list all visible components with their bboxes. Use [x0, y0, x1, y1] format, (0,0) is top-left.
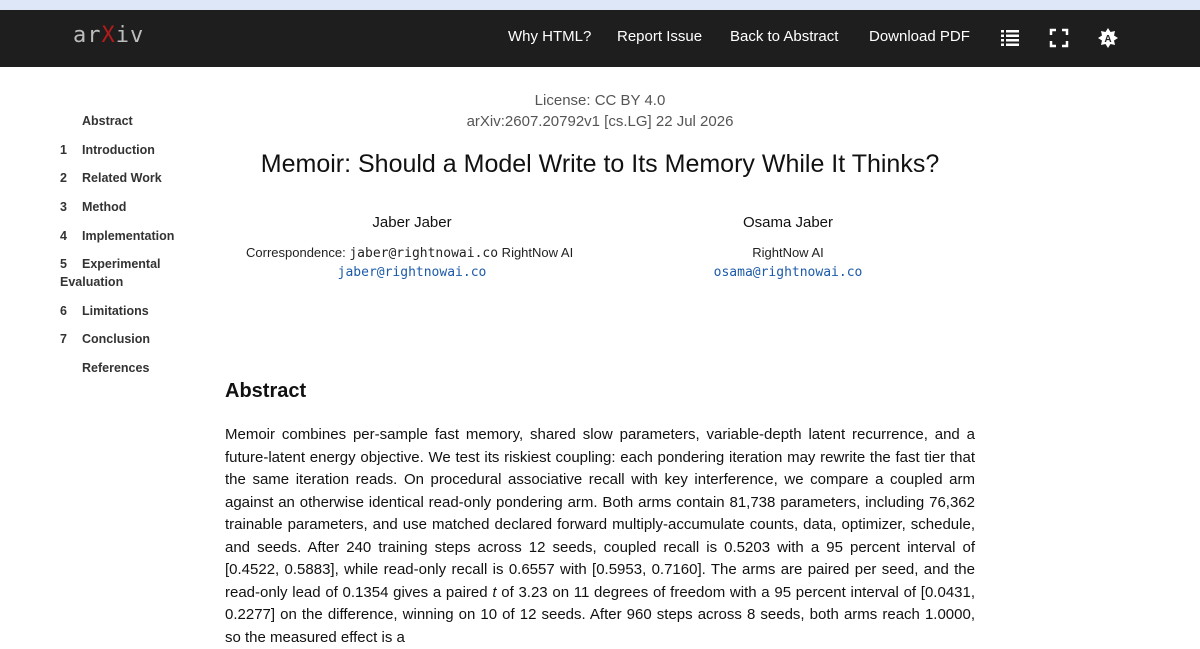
abstract-text-part: Memoir combines per-sample fast memory, shared slow parameters, variable-depth latent recurrence, and a future-latent energy objective. We test its riskiest coupling: each pondering iteration may rewrite the fast tier that the same iteration reads. On procedural associative recall with key interference, we compare a coupled arm against an otherwise identical read-only pondering arm. Both arms contain 81,738 parameters, including 76,362 trainable parameters, and use matched declared forward multiply-accumulate counts, data, optimizer, schedule, and seeds. After 240 training steps across 12 seeds, coupled recall is 0.5203 with a 95 percent interval of [0.4522, 0.5883], while read-only recall is 0.6557 with [0.5953, 0.7160]. The arms are paired per seed, and the read-only lead of 0.1354 gives a paired: [225, 426, 975, 601]
author-affiliation: RightNow AI: [752, 245, 824, 260]
author-name: Osama Jaber: [742, 214, 834, 231]
why-html-link[interactable]: Why HTML?: [508, 28, 592, 45]
theme-toggle-icon[interactable]: [1097, 26, 1119, 50]
toc-list-icon[interactable]: [999, 26, 1021, 50]
toc-item-label: Limitations: [82, 304, 149, 318]
paper-title: Memoir: Should a Model Write to Its Memory While It Thinks?: [260, 150, 940, 178]
toc-item-number: 3: [60, 200, 67, 214]
arxiv-id-line: arXiv:2607.20792v1 [cs.LG] 22 Jul 2026: [466, 113, 734, 130]
toc-item-number: 2: [60, 171, 67, 185]
correspondence-label: Correspondence:: [246, 245, 350, 260]
arxiv-navbar: [0, 10, 1200, 67]
author-correspondence: [246, 245, 573, 261]
download-pdf-link[interactable]: Download PDF: [869, 28, 970, 45]
toc-item-label: Experimental: [82, 257, 161, 271]
report-issue-link[interactable]: Report Issue: [617, 28, 703, 45]
author-email-link[interactable]: jaber@rightnowai.co: [337, 265, 487, 280]
toc-item-label: Related Work: [82, 171, 162, 185]
toc-item-label: Conclusion: [82, 332, 151, 346]
fullscreen-icon[interactable]: [1048, 26, 1070, 50]
author-affiliation: RightNow AI: [498, 245, 574, 260]
arxiv-logo[interactable]: arXiv: [73, 23, 145, 48]
correspondence-email: jaber@rightnowai.co: [349, 246, 499, 261]
toc-item-number: 6: [60, 304, 67, 318]
abstract-text-part: of 3.23 on 11 degrees of freedom with a 95 percent interval of [0.0431, 0.2277] on the difference, winning on 10 of 12 seeds. After 960 steps across 8 seeds, both arms reach 1.0000, so the measured effect is a: [225, 583, 976, 646]
author-name: Jaber Jaber: [372, 214, 452, 231]
toc-item-number: 1: [60, 143, 67, 157]
abstract-italic-t: t: [492, 583, 497, 601]
license-line: License: CC BY 4.0: [534, 92, 666, 109]
toc-item-number: 5: [60, 257, 67, 271]
toc-item-label: Abstract: [82, 114, 133, 128]
toc-item-label: Implementation: [82, 229, 175, 243]
back-to-abstract-link[interactable]: Back to Abstract: [730, 28, 839, 45]
toc-item-label: References: [82, 361, 150, 375]
abstract-text: [225, 424, 975, 649]
browser-top-strip: [0, 0, 1200, 10]
author-email-link[interactable]: osama@rightnowai.co: [713, 265, 863, 280]
toc-item-label: Evaluation: [60, 275, 124, 289]
toc-item-label: Method: [82, 200, 127, 214]
svg-text:A: A: [1104, 34, 1112, 45]
abstract-heading: Abstract: [225, 380, 307, 402]
toc-item-number: 7: [60, 332, 67, 346]
toc-item-number: 4: [60, 229, 67, 243]
toc-item-label: Introduction: [82, 143, 155, 157]
toc-item-experimental-evaluation-cont[interactable]: [60, 275, 123, 289]
